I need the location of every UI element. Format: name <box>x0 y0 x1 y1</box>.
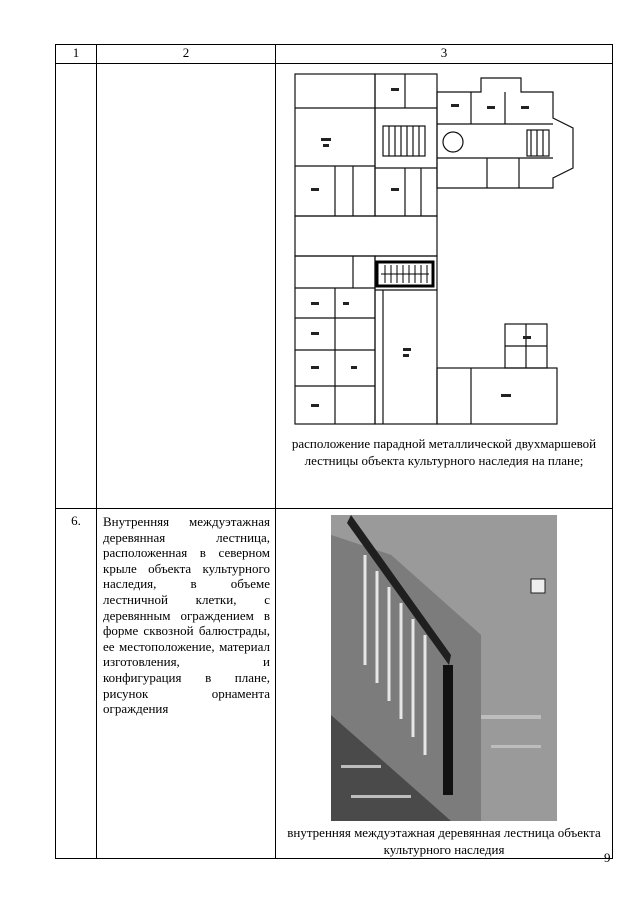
header-col-1: 1 <box>56 45 97 64</box>
photo-cell <box>276 509 613 859</box>
page-number: 9 <box>604 850 611 865</box>
table-header-row <box>56 45 613 64</box>
table-row-staircase <box>56 509 613 859</box>
plan-caption: расположение парадной металлической двухмаршевой лестницы объекта культурного наследия на плане; <box>291 436 597 468</box>
floor-plan-drawing <box>291 68 597 434</box>
header-col-3: 3 <box>276 45 613 64</box>
staircase-photo <box>331 515 557 821</box>
row-number <box>56 64 97 509</box>
header-col-2: 2 <box>97 45 276 64</box>
photo-caption: внутренняя междуэтажная деревянная лестница объекта культурного наследия <box>287 825 601 857</box>
heritage-elements-table <box>55 44 613 859</box>
row-description: Внутренняя междуэтажная деревянная лестница, расположенная в северном крыле объекта культурного наследия, в объеме лестничной клетки, с деревянным ограждением в форме сквозной балюстрады, ее местоположение, материал изготовления, и конфигурация в плане, рисунок орнамента ограждения <box>97 509 276 859</box>
row-number: 6. <box>56 509 97 859</box>
row-description <box>97 64 276 509</box>
staircase-highlight <box>377 262 433 286</box>
table-row-plan <box>56 64 613 509</box>
plan-cell <box>276 64 613 509</box>
